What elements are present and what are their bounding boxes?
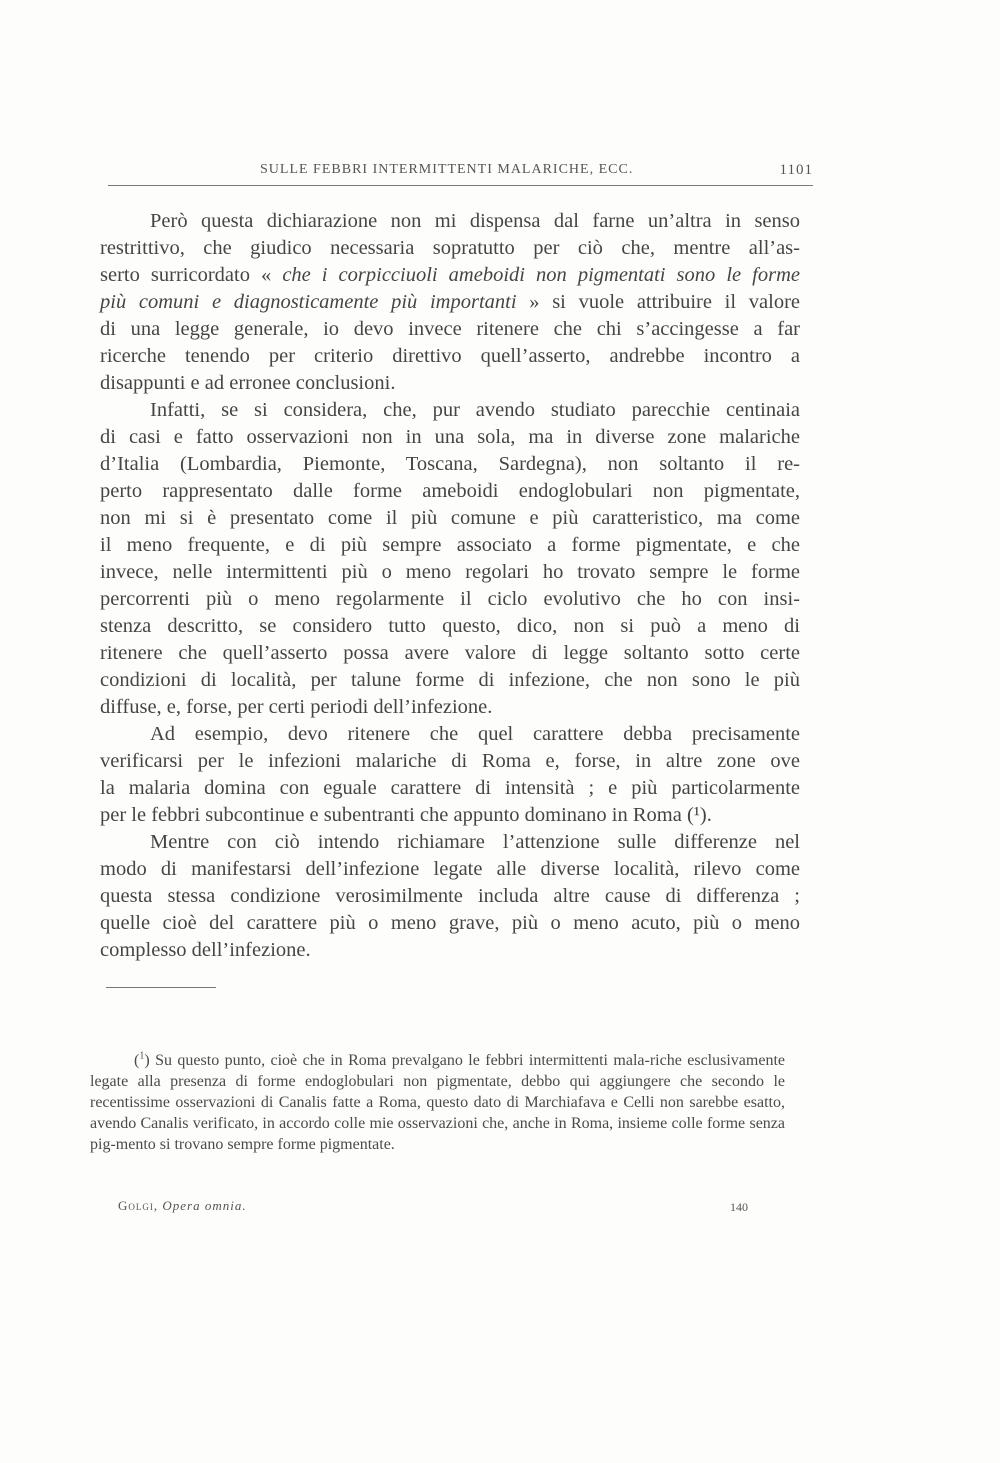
- text-line: non mi si è presentato come il più comune e più caratteristico, ma come: [100, 507, 800, 529]
- text-line: verificarsi per le infezioni malariche di Roma e, forse, in altre zone ove: [100, 750, 800, 772]
- paragraph: [100, 208, 800, 397]
- text-line: di una legge generale, io devo invece ritenere che chi s’accingesse a far: [100, 318, 800, 340]
- signature-line: Golgi, Opera omnia.: [118, 1198, 247, 1213]
- text-line: ritenere che quell’asserto possa avere valore di legge soltanto sotto certe: [100, 642, 800, 664]
- text-line: quelle cioè del carattere più o meno grave, più o meno acuto, più o meno: [100, 912, 800, 934]
- text-line: Mentre con ciò intendo richiamare l’attenzione sulle differenze nel: [150, 831, 800, 853]
- text-line: modo di manifestarsi dell’infezione legate alle diverse località, rilevo come: [100, 858, 800, 880]
- text-line: complesso dell’infezione.: [100, 939, 311, 961]
- text-line: d’Italia (Lombardia, Piemonte, Toscana, Sardegna), non soltanto il re-: [100, 453, 800, 475]
- italic-quote: che i corpicciuoli ameboidi non pigmentati sono le forme: [282, 264, 801, 286]
- text-line: serto surricordato « che i corpicciuoli ameboidi non pigmentati sono le forme: [100, 264, 801, 286]
- text-line: stenza descritto, se considero tutto questo, dico, non si può a meno di: [100, 615, 800, 637]
- paragraph: [100, 829, 800, 964]
- paragraph: [100, 721, 800, 829]
- text-line: restrittivo, che giudico necessaria sopratutto per ciò che, mentre all’as-: [100, 237, 800, 259]
- footnote-text: Su questo punto, cioè che in Roma prevalgano le febbri intermittenti mala-riche esclusivamente legate alla presenza di forme endoglobulari non pigmentate, debbo qui aggiungere che secondo le recentissime osservazioni di Canalis fatte a Roma, questo dato di Marchiafava e Celli non sarebbe esatto, avendo Canalis verificato, in accordo colle mie osservazioni che, anche in Roma, insieme colle forme senza pig-mento si trovano sempre forme pigmentate.: [90, 1052, 785, 1153]
- header-rule: [108, 185, 813, 186]
- page-number: 1101: [779, 162, 813, 178]
- text-line: perto rappresentato dalle forme ameboidi endoglobulari non pigmentate,: [100, 480, 800, 502]
- sheet-number: 140: [730, 1200, 748, 1214]
- running-header: [108, 160, 813, 188]
- footnotes: [90, 1050, 785, 1155]
- text-line: percorrenti più o meno regolarmente il ciclo evolutivo che ho con insi-: [100, 588, 800, 610]
- text-line: Infatti, se si considera, che, pur avendo studiato parecchie centinaia: [150, 399, 800, 421]
- footnote-separator: [106, 987, 216, 988]
- text-line: il meno frequente, e di più sempre associato a forme pigmentate, e che: [100, 534, 800, 556]
- text-line: questa stessa condizione verosimilmente includa altre cause di differenza ;: [100, 885, 800, 907]
- paragraph: [100, 397, 800, 721]
- text-line: invece, nelle intermittenti più o meno regolari ho trovato sempre le forme: [100, 561, 800, 583]
- text-line: la malaria domina con eguale carattere di intensità ; e più particolarmente: [100, 777, 800, 799]
- text-line: Però questa dichiarazione non mi dispensa dal farne un’altra in senso: [150, 210, 800, 232]
- text-line: condizioni di località, per talune forme di infezione, che non sono le più: [100, 669, 800, 691]
- text-line: di casi e fatto osservazioni non in una sola, ma in diverse zone malariche: [100, 426, 800, 448]
- text-line: disappunti e ad erronee conclusioni.: [100, 372, 396, 394]
- footnote-marker: 1: [139, 1050, 145, 1062]
- text-line: diffuse, e, forse, per certi periodi dell’infezione.: [100, 696, 493, 718]
- running-title: SULLE FEBBRI INTERMITTENTI MALARICHE, ECC.: [260, 162, 634, 177]
- text-line: per le febbri subcontinue e subentranti che appunto dominano in Roma (¹).: [100, 804, 712, 826]
- text-line: più comuni e diagnosticamente più importanti » si vuole attribuire il valore: [100, 291, 800, 313]
- text-line: ricerche tenendo per criterio direttivo quell’asserto, andrebbe incontro a: [100, 345, 800, 367]
- footnote-1: ($^1$) Su questo punto, cioè che in Roma prevalgano le febbri intermittenti mala-riche esclusivamente legate alla presenza di forme endoglobulari non pigmentate, debbo qui aggiungere che secondo le recentissime osservazioni di Canalis fatte a Roma, questo dato di Marchiafava e Celli non sarebbe esatto, avendo Canalis verificato, in accordo colle mie osservazioni che, anche in Roma, insieme colle forme senza pig-mento si trovano sempre forme pigmentate.: [90, 1050, 785, 1153]
- body-text: [100, 208, 800, 964]
- text-line: Ad esempio, devo ritenere che quel carattere debba precisamente: [150, 723, 800, 745]
- signature-author: Golgi: [118, 1198, 154, 1213]
- signature-work: Opera omnia.: [162, 1198, 247, 1213]
- italic-quote: più comuni e diagnosticamente più importanti: [100, 291, 517, 313]
